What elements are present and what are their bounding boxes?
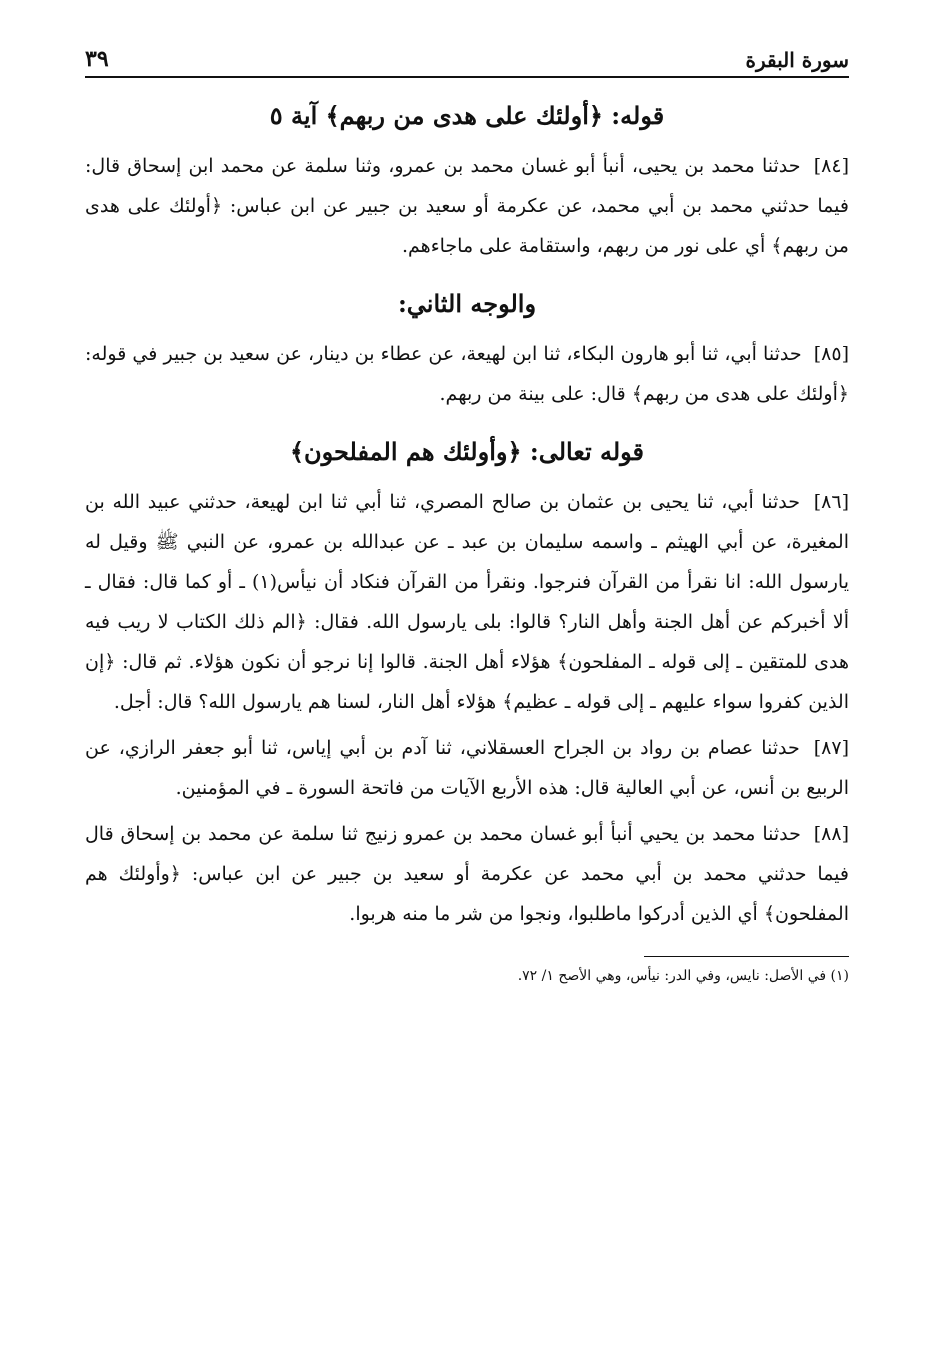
section-heading: والوجه الثاني: (397, 289, 537, 318)
footnote: (١) في الأصل: نايس، وفي الدر: نيأس، وهي الأصح ١/ ٧٢. (517, 968, 849, 984)
hadith-number: [٨٥] (813, 343, 849, 365)
footnote-divider (644, 956, 849, 957)
page-number: ٣٩ (85, 46, 109, 72)
hadith-number: [٨٤] (813, 155, 849, 177)
hadith-text: حدثنا محمد بن يحيي أنبأ أبو غسان محمد بن عمرو زنيج ثنا سلمة عن محمد بن إسحاق قال فيما حدثني محمد بن أبي محمد عن عكرمة أو سعيد بن جبير عن ابن عباس: ﴿وأولئك هم المفلحون﴾ أي الذين أدركوا ماطلبوا، ونجوا من شر ما منه هربوا. (85, 823, 849, 925)
hadith-number: [٨٨] (813, 823, 849, 845)
hadith-text: حدثنا أبي، ثنا يحيى بن عثمان بن صالح المصري، ثنا أبي ثنا ابن لهيعة، حدثني عبيد الله بن المغيرة، عن أبي الهيثم ـ واسمه سليمان بن عبد ـ عن عبدالله بن عمرو، عن النبي ﷺ وقيل له يارسول الله: انا نقرأ من القرآن فنرجوا. ونقرأ من القرآن فنكاد أن نيأس(١) ـ أو كما قال: فقال ـ ألا أخبركم عن أهل الجنة وأهل النار؟ قالوا: بلى يارسول الله. فقال: ﴿الم ذلك الكتاب لا ريب فيه هدى للمتقين ـ إلى قوله ـ المفلحون﴾ هؤلاء أهل الجنة. قالوا إنا نرجو أن نكون هؤلاء. ثم قال: ﴿إن الذين كفروا سواء عليهم ـ إلى قوله ـ عظيم﴾ هؤلاء أهل النار، لسنا هم يارسول الله؟ قال: أجل. (85, 491, 850, 713)
hadith-paragraph (85, 146, 849, 266)
hadith-text: حدثنا أبي، ثنا أبو هارون البكاء، ثنا ابن لهيعة، عن عطاء بن دينار، عن سعيد بن جبير في قوله: ﴿أولئك على هدى من ربهم﴾ قال: على بينة من ربهم. (85, 343, 849, 405)
hadith-paragraph (85, 334, 849, 414)
hadith-number: [٨٧] (813, 737, 849, 759)
hadith-paragraph (85, 814, 849, 934)
page-header (85, 30, 849, 72)
hadith-paragraph (85, 482, 849, 722)
surah-title: سورة البقرة (745, 48, 849, 72)
header-divider (85, 76, 849, 78)
hadith-text: حدثنا عصام بن رواد بن الجراح العسقلاني، ثنا آدم بن أبي إياس، ثنا أبو جعفر الرازي، عن الربيع بن أنس، عن أبي العالية قال: هذه الأربع الآيات من فاتحة السورة ـ في المؤمنين. (85, 737, 849, 799)
section-heading: قوله: ﴿أولئك على هدى من ربهم﴾ آية ٥ (269, 101, 665, 130)
section-heading: قوله تعالى: ﴿وأولئك هم المفلحون﴾ (289, 437, 645, 466)
hadith-text: حدثنا محمد بن يحيى، أنبأ أبو غسان محمد بن عمرو، وثنا سلمة عن محمد ابن إسحاق قال: فيما حدثني محمد بن أبي محمد، عن عكرمة أو سعيد بن جبير عن ابن عباس: ﴿أولئك على هدى من ربهم﴾ أي على نور من ربهم، واستقامة على ماجاءهم. (85, 155, 849, 257)
hadith-paragraph (85, 728, 849, 808)
hadith-number: [٨٦] (813, 491, 850, 513)
